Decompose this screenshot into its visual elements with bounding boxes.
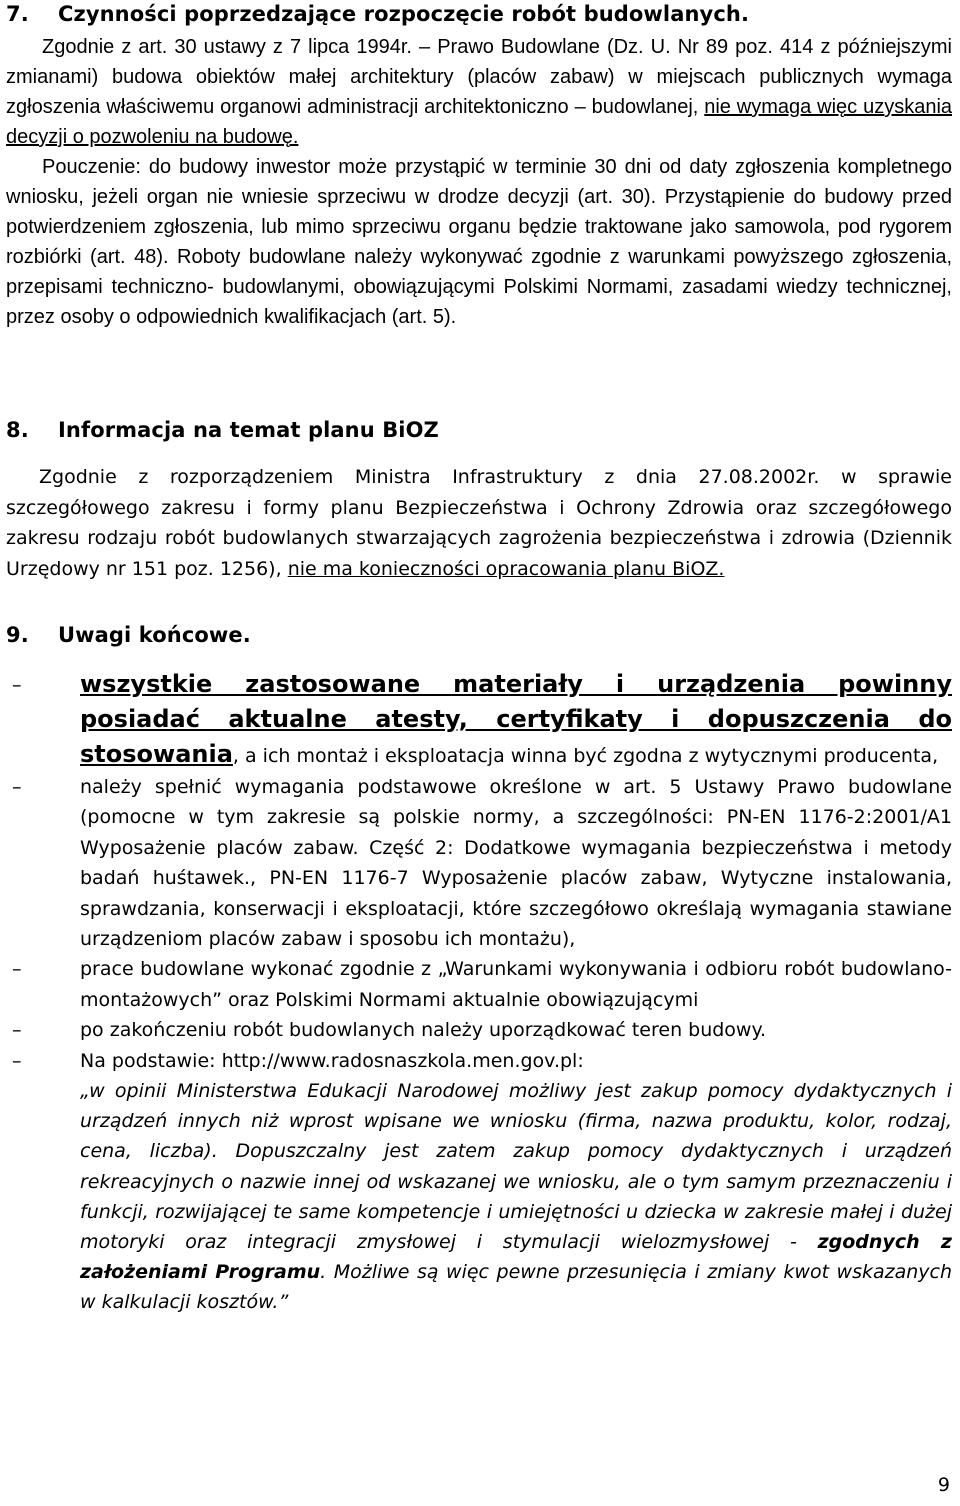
item-1-emphasis: wszystkie zastosowane materiały i urządzenia powinny posiadać aktualne atesty, certyfikaty i dopuszczenia do stosowania bbox=[80, 670, 952, 768]
list-item bbox=[0, 954, 952, 1015]
section-8-number: 8. bbox=[6, 418, 29, 442]
section-9-heading bbox=[6, 623, 251, 647]
section-9-number: 9. bbox=[6, 623, 29, 647]
list-dash: – bbox=[12, 776, 22, 798]
section-9-title: Uwagi końcowe. bbox=[58, 623, 251, 647]
list-item bbox=[0, 1015, 952, 1045]
item-3-text: prace budowlane wykonać zgodnie z „Warunkami wykonywania i odbioru robót budowlano- montażowych” oraz Polskimi Normami aktualnie obowiązującymi bbox=[80, 958, 952, 1011]
section-8-body bbox=[6, 462, 952, 584]
item-1-text: , a ich montaż i eksploatacja winna być zgodna z wytycznymi producenta, bbox=[232, 745, 939, 767]
quote-text-b: . Możliwe są więc pewne przesunięcia i zmiany kwot wskazanych w kalkulacji kosztów.” bbox=[80, 1261, 953, 1314]
quote-text-a: „w opinii Ministerstwa Edukacji Narodowej możliwy jest zakup pomocy dydaktycznych i urządzeń innych niż wprost wpisane we wniosku (firma, nazwa produktu, kolor, rodzaj, cena, liczba). Dopuszczalny jest zatem zakup pomocy dydaktycznych i urządzeń rekreacyjnych o nazwie innej od wskazanej we wniosku, ale o tym samym przeznaczeniu i funkcji, rozwijającej te same kompetencje i umiejętności u dziecka w zakresie małej i dużej motoryki oraz integracji zmysłowej i stymulacji wielozmysłowej - bbox=[80, 1080, 952, 1254]
section-7-para-a-underlined: nie wymaga więc uzyskania decyzji o pozwoleniu na budowę. bbox=[6, 96, 953, 148]
section-7-para-a: Zgodnie z art. 30 ustawy z 7 lipca 1994r. – Prawo Budowlane (Dz. U. Nr 89 poz. 414 z późniejszymi zmianami) budowa obiektów małej architektury (placów zabaw) w miejscach publicznych wymaga zgłoszenia właściwemu organowi administracji architektoniczno – budowlanej, bbox=[6, 36, 952, 118]
page-number: 9 bbox=[937, 1474, 950, 1496]
section-8-heading bbox=[6, 418, 439, 442]
section-7-heading bbox=[6, 2, 749, 26]
remarks-list bbox=[0, 667, 960, 1318]
item-4-text: po zakończeniu robót budowlanych należy uporządkować teren budowy. bbox=[80, 1019, 767, 1042]
quote-block bbox=[80, 1076, 952, 1318]
list-item bbox=[0, 772, 952, 954]
item-2-text: należy spełnić wymagania podstawowe określone w art. 5 Ustawy Prawo budowlane (pomocne w tym zakresie są polskie normy, a szczególności: PN-EN 1176-2:2001/A1 Wyposażenie placów zabaw. Część 2: Dodatkowe wymagania bezpieczeństwa i metody badań huśtawek., PN-EN 1176-7 Wyposażenie placów zabaw, Wytyczne instalowania, sprawdzania, konserwacji i eksploatacji, które szczegółowo określają wymagania stawiane urządzeniom placów zabaw i sposobu ich montażu), bbox=[80, 776, 952, 951]
list-dash: – bbox=[12, 1049, 22, 1072]
list-dash: – bbox=[12, 674, 22, 696]
section-8-para: Zgodnie z rozporządzeniem Ministra Infrastruktury z dnia 27.08.2002r. w sprawie szczegółowego zakresu i formy planu Bezpieczeństwa i Ochrony Zdrowia oraz szczegółowego zakresu rodzaju robót budowlanych stwarzających zagrożenia bezpieczeństwa i zdrowia (Dziennik Urzędowy nr 151 poz. 1256), bbox=[6, 466, 952, 580]
quote-emphasis: zgodnych z założeniami Programu bbox=[80, 1231, 952, 1284]
section-7-para-b: Pouczenie: do budowy inwestor może przystąpić w terminie 30 dni od daty zgłoszenia kompletnego wniosku, jeżeli organ nie wniesie sprzeciwu w drodze decyzji (art. 30). Przystąpienie do budowy przed potwierdzeniem zgłoszenia, lub mimo sprzeciwu organu będzie traktowane jako samowola, pod rygorem rozbiórki (art. 48). Roboty budowlane należy wykonywać zgodnie z warunkami powyższego zgłoszenia, przepisami techniczno- budowlanymi, obowiązującymi Polskimi Normami, zasadami wiedzy technicznej, przez osoby o odpowiednich kwalifikacjach (art. 5). bbox=[6, 156, 952, 328]
section-7-title: Czynności poprzedzające rozpoczęcie robót budowlanych. bbox=[58, 2, 750, 26]
list-dash: – bbox=[12, 1019, 22, 1042]
list-item bbox=[0, 1046, 952, 1318]
section-7-body bbox=[6, 32, 952, 332]
item-5-text: Na podstawie: http://www.radosnaszkola.men.gov.pl: bbox=[80, 1049, 584, 1072]
list-item bbox=[0, 667, 952, 772]
section-7-number: 7. bbox=[6, 2, 29, 26]
section-8-para-underlined: nie ma konieczności opracowania planu BiOZ. bbox=[287, 557, 725, 580]
section-8-title: Informacja na temat planu BiOZ bbox=[58, 418, 439, 442]
list-dash: – bbox=[12, 958, 22, 981]
